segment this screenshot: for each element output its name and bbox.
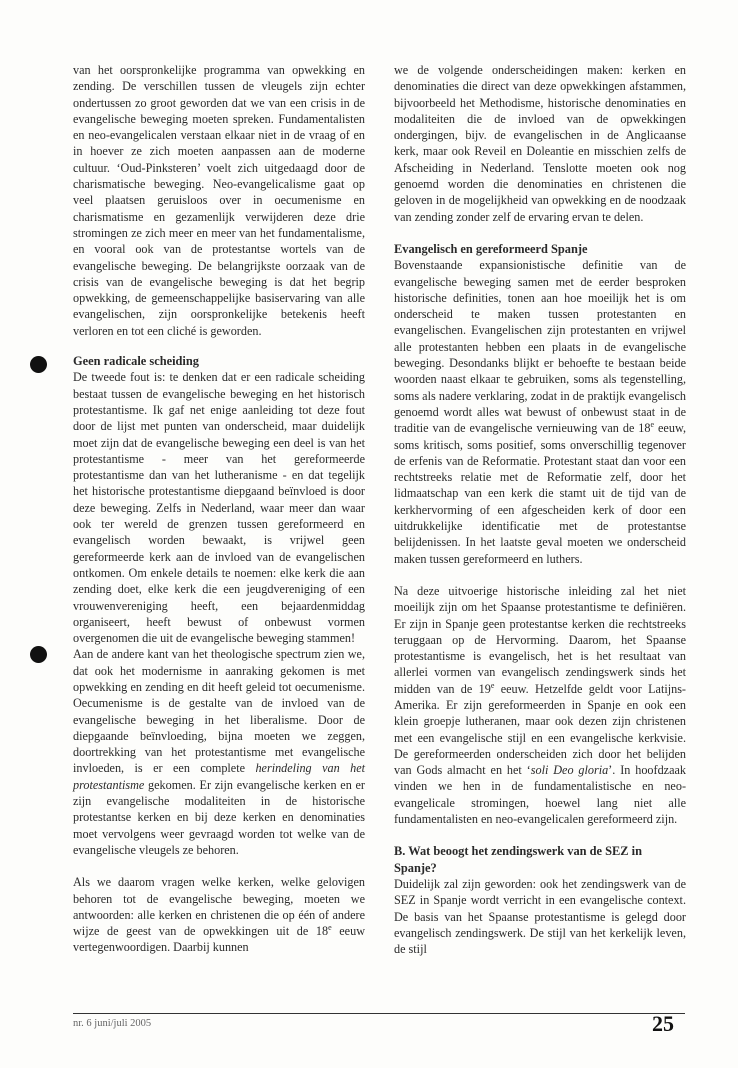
footer-rule — [73, 1013, 685, 1014]
paragraph: van het oorspronkelijke programma van opwekking en zending. De verschillen tussen de vleugels zijn echter ondertussen zo groot geworden dat we van een crisis in de evangelische beweging moeten spreken. Fundamentalisten en neo-evangelicalen verstaan elkaar niet in de vraag of en in hoever ze zich moeten aanpassen aan de moderne cultuur. ‘Oud-Pinksteren’ voelt zich uitgedaagd door de charismatische beweging. Neo-evangelicalisme gaat op veel plaatsen geruisloos over in oecumenisme en charismatisme en gezamenlijk verwijderen deze drie stromingen ze zich meer en meer van het fundamentalisme, en vooral ook van de protestantse wortels van de evangelische beweging. De belangrijkste oorzaak van de crisis van de evangelische beweging is dat het begrip opwekking, de gemeenschappelijke basiservaring van alle evangelischen, zijn oorspronkelijke betekenis heeft verloren en tot een cliché is geworden. — [73, 63, 365, 338]
section-heading: Evangelisch en gereformeerd Spanje — [394, 241, 588, 256]
paragraph: Duidelijk zal zijn geworden: ook het zendingswerk van de SEZ in Spanje wordt verricht in een evangelische context. De basis van het Spaanse protestantisme is gelegd door evangelisch zendingswerk. De stijl van het kerkelijk leven, de stijl — [394, 876, 686, 957]
paragraph: Aan de andere kant van het theologische spectrum zien we, dat ook het modernisme in aanraking gekomen is met opwekking en zending en dit heeft geleid tot oecumenisme. Oecumenisme is de gestalte van de invloed van de evangelische beweging in het liberalisme. Door de diepgaande beïnvloeding, bijna moeten we zeggen, doortrekking van het protestantisme met evangelische invloeden, is er een complete herindeling van het protestantisme gekomen. Er zijn evangelische kerken en er zijn evangelische modaliteiten in de historische protestantse kerken en bij deze kerken en denominaties moet vervolgens weer gevraagd worden tot welke van de evangelische vleugels ze behoren. — [73, 647, 365, 857]
section-heading: B. Wat beoogt het zendingswerk van de SEZ in Spanje? — [394, 844, 642, 875]
section-heading: Geen radicale scheiding — [73, 354, 199, 369]
bullet-dot — [30, 356, 47, 373]
paragraph: Als we daarom vragen welke kerken, welke gelovigen behoren tot de evangelische beweging, moeten we antwoorden: alle kerken en christenen die op één of andere wijze de geest van de opwekkingen uit de 18e eeuw vertegenwoordigen. Daarbij kunnen — [73, 875, 365, 955]
left-column — [73, 62, 365, 956]
paragraph: De tweede fout is: te denken dat er een radicale scheiding bestaat tussen de evangelische beweging en het historisch protestantisme. Ik gaf net enige aanleiding tot deze fout door de lijst met punten van onderscheid, maar duidelijk moet zijn dat de evangelische beweging een deel is van het protestantisme - meer van het gereformeerde protestantisme dan van het lutheranisme - en dat tegelijk het historische protestantisme diepgaand beïnvloed is door deze beweging. Zelfs in Nederland, waar meer dan waar ook ter wereld de grenzen tussen gereformeerd en evangelisch worden bewaakt, is vrijwel geen gereformeerde kerk aan de invloed van de evangelischen ontkomen. Om enkele details te noemen: elke kerk die aan zending doet, elke kerk die een jeugdvereniging of een vrouwenvereniging heeft, een bejaardenmiddag organiseert, heeft bewust of onbewust vormen overgenomen die uit de evangelische beweging stammen! — [73, 370, 365, 646]
paragraph: Na deze uitvoerige historische inleiding zal het niet moeilijk zijn om het Spaanse protestantisme te definiëren. Er zijn in Spanje geen protestantse kerken die rechtstreeks teruggaan op de Hervorming. Daarom, het Spaanse protestantisme is evangelisch, het is het resultaat van allerlei vormen van evangelisch zendingswerk sinds het midden van de 19e eeuw. Hetzelfde geldt voor Latijns-Amerika. Er zijn gereformeerden in Spanje en ook een klein groepje lutheranen, maar ook dezen zijn christenen met een evangelische stijl en een evangelische kerkvisie. De gereformeerden onderscheiden zich door het belijden van Gods almacht en het ‘soli Deo gloria’. In hoofdzaak vinden we hen in de fundamentalistische en neo-evangelicale stromingen, hoewel lang niet alle fundamentalisten en neo-evangelicalen gereformeerd zijn. — [394, 583, 686, 827]
bullet-dot — [30, 646, 47, 663]
page-number: 25 — [652, 1011, 674, 1036]
issue-label: nr. 6 juni/juli 2005 — [73, 1018, 152, 1029]
paragraph: we de volgende onderscheidingen maken: kerken en denominaties die direct van deze opwekkingen afstammen, bijvoorbeeld het Methodisme, historische denominaties en modaliteiten die de invloed van de opwekkingen ondergingen, bijv. de evangelischen in de Anglicaanse kerk, maar ook Reveil en Doleantie en misschien zelfs de Afscheiding in Nederland. Tenslotte moeten ook nog genoemd worden die denominaties en christenen die geloven in de mogelijkheid van opwekking en de noodzaak van zending zonder zelf de ervaring ervan te delen. — [394, 63, 686, 224]
paragraph: Bovenstaande expansionistische definitie van de evangelische beweging samen met de eerder besproken historische definities, tonen aan hoe moeilijk het is om onderscheid te maken tussen protestanten en evangelischen. Evangelischen zijn protestanten en vrijwel alle protestanten hebben een plaats in de evangelische beweging. Desondanks blijkt er behoefte te bestaan beide woorden naast elkaar te gebruiken, soms als tegenstelling, soms als nadere verklaring, zodat in de praktijk evangelisch genoemd wordt alles wat bewust of onbewust staat in de traditie van de evangelische vernieuwing van de 18e eeuw, soms kritisch, soms positief, soms onverschillig tegenover de erfenis van de Reformatie. Protestant staat dan voor een rechtstreeks relatie met de Reformatie zelf, door het lidmaatschap van een kerk die stamt uit de tijd van de kerkhervorming of een afgescheiden kerk of door een uitdrukkelijke identificatie met de protestantse belijdenissen. In het laatste geval moeten we onderscheid maken tussen gereformeerd en luthers. — [394, 258, 686, 566]
right-column — [394, 62, 686, 957]
